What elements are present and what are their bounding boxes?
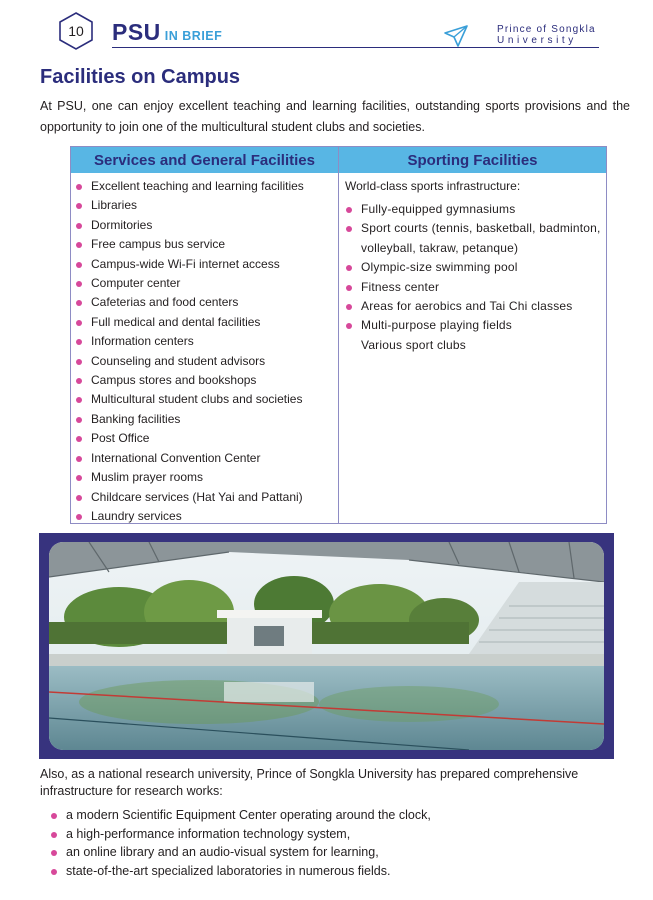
- list-item: Olympic-size swimming pool: [345, 258, 603, 277]
- list-item: Dormitories: [75, 216, 335, 235]
- section-title: Facilities on Campus: [40, 66, 241, 88]
- list-item: Campus stores and bookshops: [75, 371, 335, 390]
- list-item: Computer center: [75, 274, 335, 293]
- page-number: 10: [68, 23, 84, 39]
- sports-column-header: Sporting Facilities: [339, 147, 606, 173]
- services-column-header: Services and General Facilities: [71, 147, 338, 173]
- paper-plane-icon: [443, 24, 469, 48]
- list-item: state-of-the-art specialized laboratories in numerous fields.: [50, 862, 610, 881]
- page-number-badge: [59, 12, 93, 50]
- university-line-1: Prince of Songkla: [497, 24, 596, 35]
- services-list: [75, 177, 335, 526]
- sports-intro: World-class sports infrastructure:: [345, 179, 521, 193]
- facilities-table: [70, 146, 607, 524]
- list-item: a modern Scientific Equipment Center operating around the clock,: [50, 806, 610, 825]
- sports-extra: Various sport clubs: [361, 337, 466, 352]
- research-list: [50, 806, 610, 880]
- list-item: Muslim prayer rooms: [75, 468, 335, 487]
- list-item: Sport courts (tennis, basketball, badminton, volleyball, takraw, petanque): [345, 219, 603, 258]
- list-item: Full medical and dental facilities: [75, 313, 335, 332]
- list-item: International Convention Center: [75, 449, 335, 468]
- research-items: [50, 806, 610, 880]
- page-header: [0, 0, 653, 56]
- sports-list: [345, 200, 603, 336]
- list-item: Multicultural student clubs and societies: [75, 390, 335, 409]
- list-item: Banking facilities: [75, 410, 335, 429]
- swimming-pool-photo-frame: [39, 533, 614, 759]
- list-item: Areas for aerobics and Tai Chi classes: [345, 297, 603, 316]
- list-item: Cafeterias and food centers: [75, 293, 335, 312]
- university-name: [497, 24, 597, 46]
- list-item: Counseling and student advisors: [75, 352, 335, 371]
- list-item: Libraries: [75, 196, 335, 215]
- list-item: Post Office: [75, 429, 335, 448]
- list-item: Childcare services (Hat Yai and Pattani): [75, 488, 335, 507]
- brand-title: [112, 19, 222, 46]
- list-item: Information centers: [75, 332, 335, 351]
- header-rule: [112, 47, 599, 48]
- services-column: [75, 177, 335, 526]
- research-intro: Also, as a national research university, Prince of Songkla University has prepared comprehensive infrastructure for research works:: [40, 767, 579, 798]
- swimming-pool-photo: [49, 542, 604, 750]
- list-item: Free campus bus service: [75, 235, 335, 254]
- list-item: Laundry services: [75, 507, 335, 526]
- list-item: Campus-wide Wi-Fi internet access: [75, 255, 335, 274]
- university-line-2: University: [497, 35, 577, 46]
- list-item: Fitness center: [345, 278, 603, 297]
- brand-in-brief: IN BRIEF: [164, 29, 223, 43]
- column-divider: [338, 147, 339, 523]
- list-item: an online library and an audio-visual system for learning,: [50, 843, 610, 862]
- list-item: a high-performance information technology system,: [50, 825, 610, 844]
- list-item: Fully-equipped gymnasiums: [345, 200, 603, 219]
- list-item: Excellent teaching and learning facilities: [75, 177, 335, 196]
- brand-psu: PSU: [112, 19, 161, 45]
- sports-column: [345, 177, 603, 355]
- intro-paragraph: At PSU, one can enjoy excellent teaching and learning facilities, outstanding sports provisions and the opportunity to join one of the multicultural student clubs and societies.: [40, 99, 630, 134]
- list-item: Multi-purpose playing fields: [345, 316, 603, 335]
- swimming-pool-illustration: [49, 542, 604, 750]
